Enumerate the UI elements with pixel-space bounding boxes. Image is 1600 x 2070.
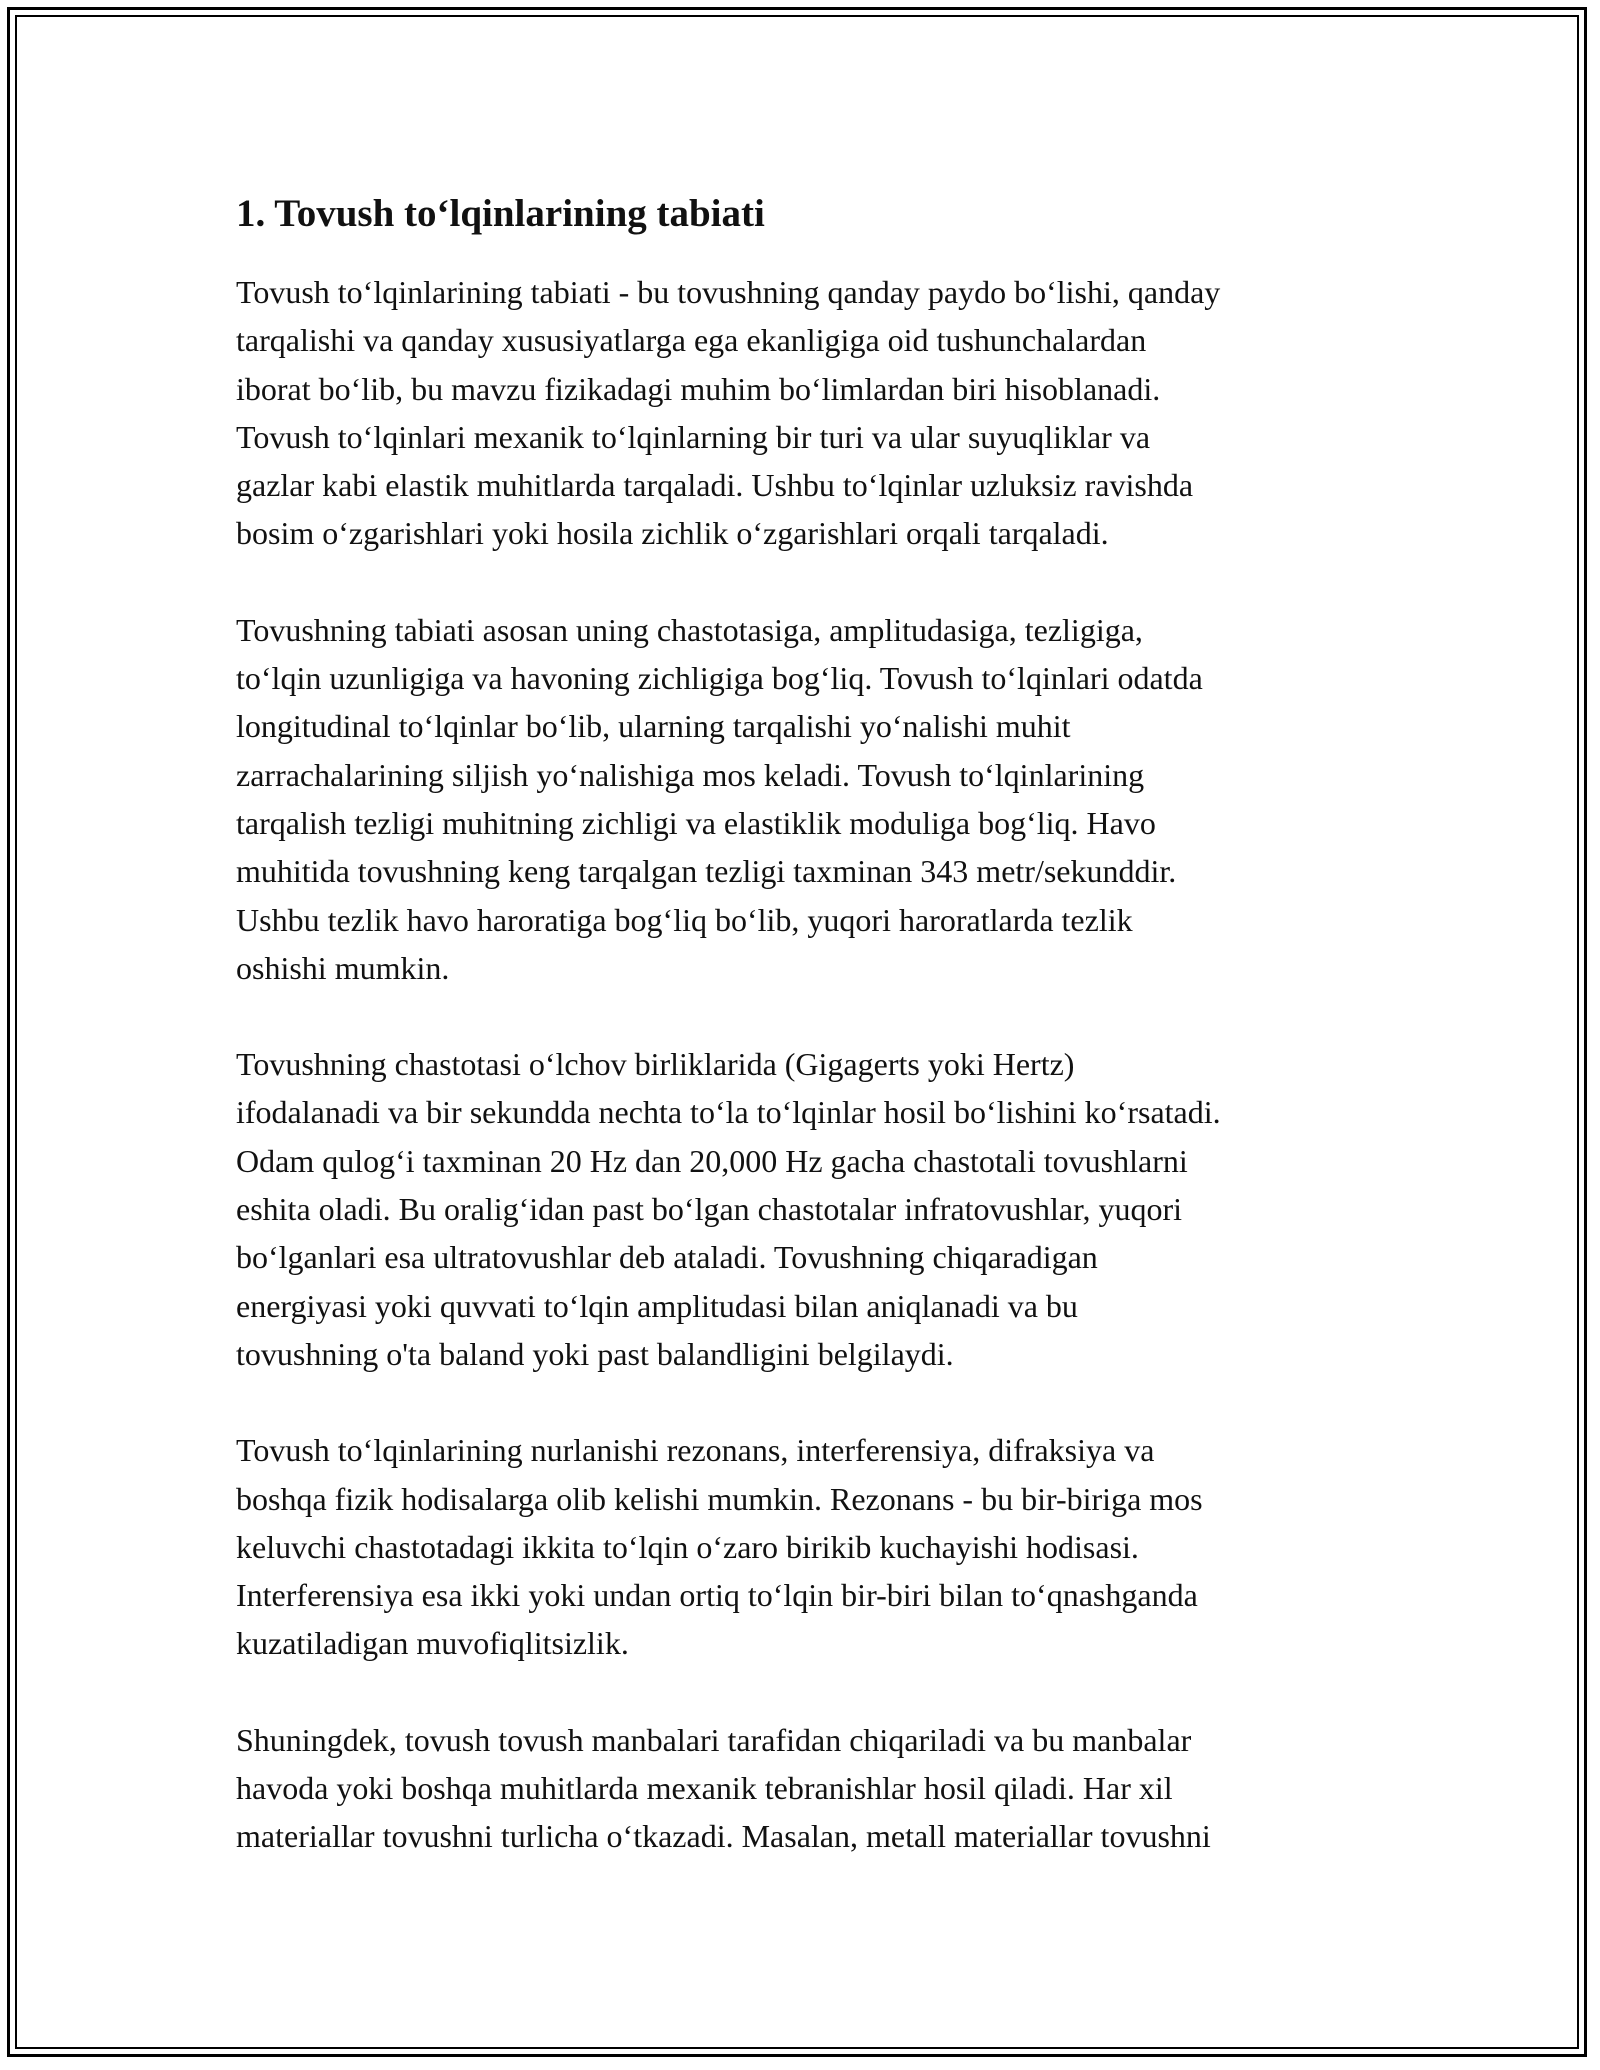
document-body [236, 186, 1386, 1909]
section-title: 1. Tovush to‘lqinlarining tabiati [236, 192, 765, 235]
paragraph-4: Tovush to‘lqinlarining nurlanishi rezonans, interferensiya, difraksiya va boshqa fizik hodisalarga olib kelishi mumkin. Rezonans - bu bir-biriga mos keluvchi chastotadagi ikkita to‘lqin o‘zaro birikib kuchayishi hodisasi. Interferensiya esa ikki yoki undan ortiq to‘lqin bir-biri bilan to‘qnashganda kuzatiladigan muvofiqlitsizlik. [236, 1432, 1203, 1662]
paragraph-1: Tovush to‘lqinlarining tabiati - bu tovushning qanday paydo bo‘lishi, qanday tarqalishi va qanday xususiyatlarga ega ekanligiga oid tushunchalardan iborat bo‘lib, bu mavzu fizikadagi muhim bo‘limlardan biri hisoblanadi. Tovush to‘lqinlari mexanik to‘lqinlarning bir turi va ular suyuqliklar va gazlar kabi elastik muhitlarda tarqaladi. Ushbu to‘lqinlar uzluksiz ravishda bosim o‘zgarishlari yoki hosila zichlik o‘zgarishlari orqali tarqaladi. [236, 274, 1221, 552]
paragraph-3: Tovushning chastotasi o‘lchov birliklarida (Gigagerts yoki Hertz) ifodalanadi va bir sekundda nechta to‘la to‘lqinlar hosil bo‘lishini ko‘rsatadi. Odam qulog‘i taxminan 20 Hz dan 20,000 Hz gacha chastotali tovushlarni eshita oladi. Bu oralig‘idan past bo‘lgan chastotalar infratovushlar, yuqori bo‘lganlari esa ultratovushlar deb ataladi. Tovushning chiqaradigan energiyasi yoki quvvati to‘lqin amplitudasi bilan aniqlanadi va bu tovushning o'ta baland yoki past balandligini belgilaydi. [236, 1046, 1221, 1372]
paragraph-5: Shuningdek, tovush tovush manbalari tarafidan chiqariladi va bu manbalar havoda yoki boshqa muhitlarda mexanik tebranishlar hosil qiladi. Har xil materiallar tovushni turlicha o‘tkazadi. Masalan, metall materiallar tovushni [236, 1721, 1211, 1855]
paragraph-2: Tovushning tabiati asosan uning chastotasiga, amplitudasiga, tezligiga, to‘lqin uzunligiga va havoning zichligiga bog‘liq. Tovush to‘lqinlari odatda longitudinal to‘lqinlar bo‘lib, ularning tarqalishi yo‘nalishi muhit zarrachalarining siljish yo‘nalishiga mos keladi. Tovush to‘lqinlarining tarqalish tezligi muhitning zichligi va elastiklik moduliga bog‘liq. Havo muhitida tovushning keng tarqalgan tezligi taxminan 343 metr/sekunddir. Ushbu tezlik havo haroratiga bog‘liq bo‘lib, yuqori haroratlarda tezlik oshishi mumkin. [236, 611, 1203, 986]
